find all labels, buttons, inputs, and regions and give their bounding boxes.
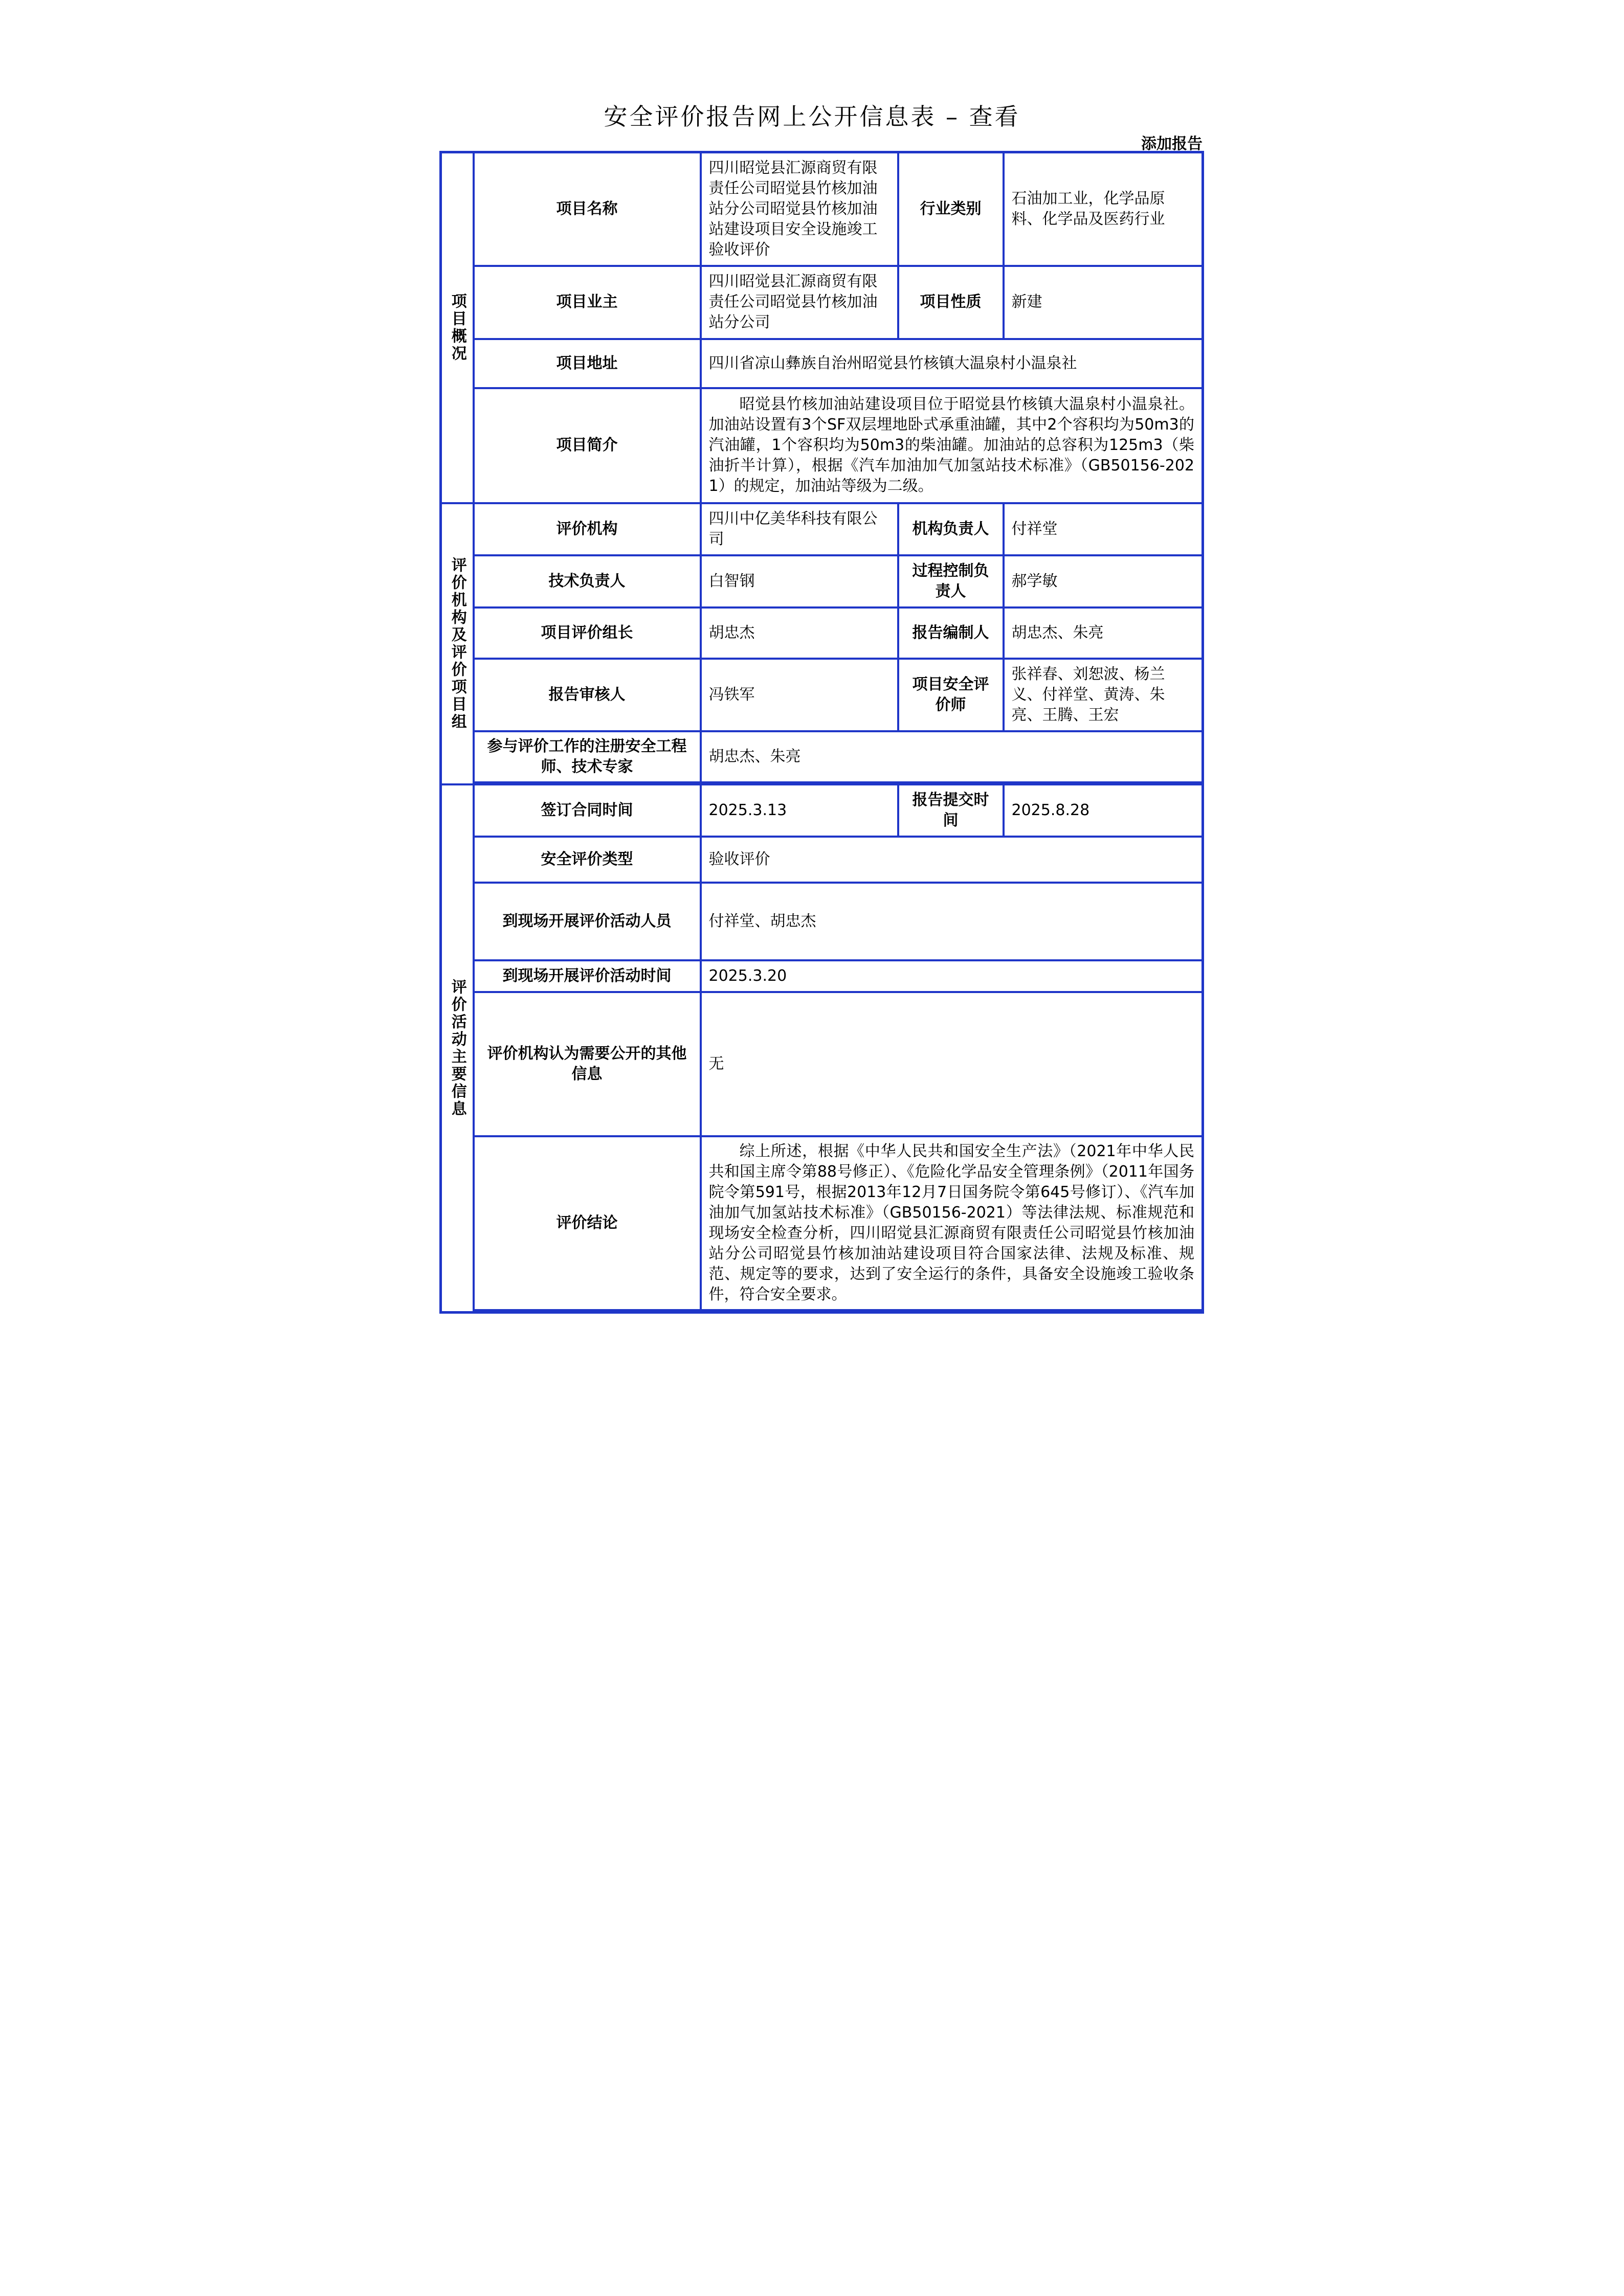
evaluators-label: 项目安全评价师 xyxy=(898,659,1004,731)
table-row xyxy=(441,388,1203,503)
table-row xyxy=(441,503,1203,555)
nature: 新建 xyxy=(1004,266,1203,339)
table-row xyxy=(441,784,1203,837)
writer-label: 报告编制人 xyxy=(898,607,1004,659)
owner: 四川昭觉县汇源商贸有限责任公司昭觉县竹核加油站分公司 xyxy=(701,266,898,339)
table-row xyxy=(441,883,1203,960)
address-label: 项目地址 xyxy=(474,339,701,388)
writer: 胡忠杰、朱亮 xyxy=(1004,607,1203,659)
section-agency: 评价机构及评价项目组 xyxy=(441,503,474,784)
table-row xyxy=(441,837,1203,883)
eval-type-label: 安全评价类型 xyxy=(474,837,701,883)
org: 四川中亿美华科技有限公司 xyxy=(701,503,898,555)
owner-label: 项目业主 xyxy=(474,266,701,339)
info-table xyxy=(439,151,1204,1314)
table-row xyxy=(441,659,1203,731)
table-row xyxy=(441,960,1203,992)
table-row xyxy=(441,731,1203,782)
evaluators: 张祥春、刘恕波、杨兰义、付祥堂、黄涛、朱亮、王腾、王宏 xyxy=(1004,659,1203,731)
industry-label: 行业类别 xyxy=(898,152,1004,266)
experts: 胡忠杰、朱亮 xyxy=(701,731,1203,782)
leader-label: 项目评价组长 xyxy=(474,607,701,659)
table-row xyxy=(441,339,1203,388)
table-row xyxy=(441,992,1203,1136)
intro-label: 项目简介 xyxy=(474,388,701,503)
project-name-label: 项目名称 xyxy=(474,152,701,266)
submit-label: 报告提交时间 xyxy=(898,784,1004,837)
add-report-link[interactable]: 添加报告 xyxy=(1141,135,1203,153)
conclusion-label: 评价结论 xyxy=(474,1136,701,1310)
submit: 2025.8.28 xyxy=(1004,784,1203,837)
reviewer: 冯铁军 xyxy=(701,659,898,731)
onsite-time: 2025.3.20 xyxy=(701,960,1203,992)
tech-label: 技术负责人 xyxy=(474,555,701,607)
eval-type: 验收评价 xyxy=(701,837,1203,883)
tech: 白智钢 xyxy=(701,555,898,607)
address: 四川省凉山彝族自治州昭觉县竹核镇大温泉村小温泉社 xyxy=(701,339,1203,388)
intro: 昭觉县竹核加油站建设项目位于昭觉县竹核镇大温泉村小温泉社。加油站设置有3个SF双层埋地卧式承重油罐，其中2个容积均为50m3的汽油罐，1个容积均为50m3的柴油罐。加油站的总容积为125m3（柴油折半计算），根据《汽车加油加气加氢站技术标准》（GB50156-2021）的规定，加油站等级为二级。 xyxy=(701,388,1203,503)
conclusion: 综上所述，根据《中华人民共和国安全生产法》（2021年中华人民共和国主席令第88号修正）、《危险化学品安全管理条例》（2011年国务院令第591号，根据2013年12月7日国务院令第645号修订）、《汽车加油加气加氢站技术标准》（GB50156-2021）等法律法规、标准规范和现场安全检查分析，四川昭觉县汇源商贸有限责任公司昭觉县竹核加油站分公司昭觉县竹核加油站建设项目符合国家法律、法规及标准、规范、规定等的要求，达到了安全运行的条件，具备安全设施竣工验收条件，符合安全要求。 xyxy=(701,1136,1203,1310)
org-head: 付祥堂 xyxy=(1004,503,1203,555)
onsite-people: 付祥堂、胡忠杰 xyxy=(701,883,1203,960)
reviewer-label: 报告审核人 xyxy=(474,659,701,731)
process-label: 过程控制负责人 xyxy=(898,555,1004,607)
onsite-people-label: 到现场开展评价活动人员 xyxy=(474,883,701,960)
process: 郝学敏 xyxy=(1004,555,1203,607)
project-name: 四川昭觉县汇源商贸有限责任公司昭觉县竹核加油站分公司昭觉县竹核加油站建设项目安全设施竣工验收评价 xyxy=(701,152,898,266)
section-overview: 项目概况 xyxy=(441,152,474,503)
table-row xyxy=(441,266,1203,339)
table-row xyxy=(441,607,1203,659)
section-activity: 评价活动主要信息 xyxy=(441,784,474,1313)
table-row xyxy=(441,555,1203,607)
nature-label: 项目性质 xyxy=(898,266,1004,339)
table-row xyxy=(441,152,1203,266)
other-info-label: 评价机构认为需要公开的其他信息 xyxy=(474,992,701,1136)
org-label: 评价机构 xyxy=(474,503,701,555)
spacer xyxy=(474,1310,1203,1313)
other-info: 无 xyxy=(701,992,1203,1136)
page-title: 安全评价报告网上公开信息表 – 查看 xyxy=(604,103,1020,130)
org-head-label: 机构负责人 xyxy=(898,503,1004,555)
experts-label: 参与评价工作的注册安全工程师、技术专家 xyxy=(474,731,701,782)
leader: 胡忠杰 xyxy=(701,607,898,659)
industry: 石油加工业，化学品原料、化学品及医药行业 xyxy=(1004,152,1203,266)
table-row xyxy=(441,1310,1203,1313)
contract-label: 签订合同时间 xyxy=(474,784,701,837)
contract: 2025.3.13 xyxy=(701,784,898,837)
table-row xyxy=(441,1136,1203,1310)
onsite-time-label: 到现场开展评价活动时间 xyxy=(474,960,701,992)
